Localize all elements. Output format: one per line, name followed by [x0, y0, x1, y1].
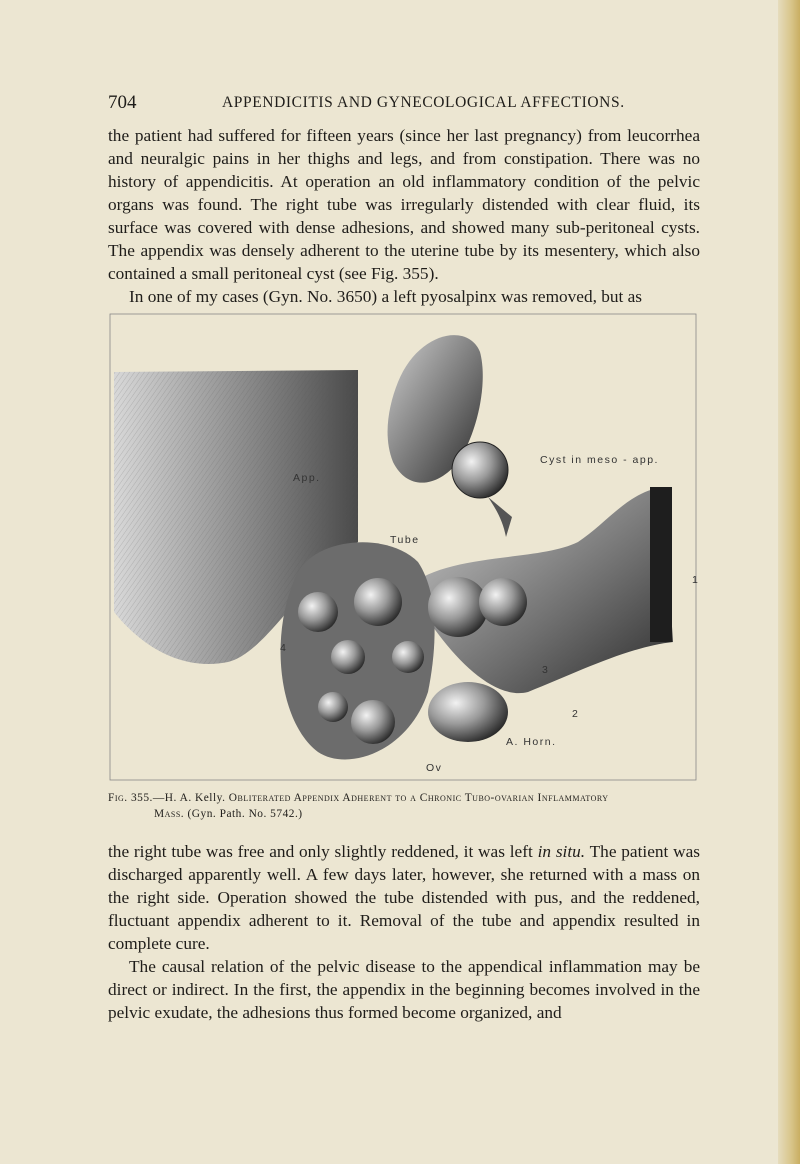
figure-355 — [108, 312, 700, 784]
cyst — [351, 700, 395, 744]
ovary — [428, 682, 508, 742]
label-number-4: 4 — [280, 642, 288, 654]
caption-author: —H. A. Kelly. — [152, 792, 226, 804]
label-horn: A. Horn. — [506, 736, 557, 748]
paragraph-2 — [108, 840, 700, 1024]
label-number-1: 1 — [692, 574, 700, 586]
caption-title-line-2: Mass. — [154, 808, 185, 820]
uterine-horn-section — [650, 487, 672, 642]
cyst — [479, 578, 527, 626]
cyst — [354, 578, 402, 626]
meso-appendix-cyst — [452, 442, 508, 498]
caption-source: (Gyn. Path. No. 5742.) — [187, 808, 303, 820]
label-appendix: App. — [293, 472, 321, 484]
cyst — [392, 641, 424, 673]
label-tube: Tube — [390, 534, 420, 546]
cyst — [428, 577, 488, 637]
paragraph-2-italic: in situ. — [537, 842, 586, 861]
page-edge — [778, 0, 800, 1164]
paragraph-2-part-1: the right tube was free and only slightly reddened, it was left — [108, 842, 538, 861]
label-cyst-in-meso-app: Cyst in meso - app. — [540, 454, 659, 466]
paragraph-2-part-2: The patient was discharged apparently well. A few days later, however, she returned with a mass on the right side. Operation showed the tube distended with pus, and the reddened, fluctuant appendix adherent to it. Removal of the tube and appendix resulted in complete cure. — [108, 842, 700, 953]
running-head: APPENDICITIS AND GYNECOLOGICAL AFFECTIONS. — [222, 94, 625, 111]
paragraph-3-text: The causal relation of the pelvic disease to the appendical inflammation may be direct or indirect. In the first, the appendix in the beginning becomes involved in the pelvic exudate, the adhesions thus formed become organized, and — [108, 957, 700, 1022]
caption-title-line-1: Obliterated Appendix Adherent to a Chronic Tubo-ovarian Inflammatory — [228, 792, 609, 804]
paragraph-1-text: the patient had suffered for fifteen years (since her last pregnancy) from leucorrhea and neuralgic pains in her thighs and legs, and from constipation. There was no history of appendicitis. At operation an old inflammatory condition of the pelvic organs was found. The right tube was irregularly distended with clear fluid, its surface was covered with dense adhesions, and showed many sub-peritoneal cysts. The appendix was densely adherent to the uterine tube by its mesentery, which also contained a small peritoneal cyst (see Fig. 355). — [108, 126, 700, 283]
label-number-2: 2 — [572, 708, 580, 720]
label-ovary: Ov — [426, 762, 443, 774]
paragraph-1-continuation: In one of my cases (Gyn. No. 3650) a left pyosalpinx was removed, but as — [129, 287, 643, 306]
paragraph-1 — [108, 124, 700, 308]
page-number: 704 — [108, 92, 137, 113]
label-number-3: 3 — [542, 664, 550, 676]
figure-caption — [108, 790, 700, 822]
cyst — [318, 692, 348, 722]
page-header — [108, 92, 698, 116]
anatomical-illustration — [108, 312, 700, 784]
paragraph-2-text — [108, 840, 700, 955]
cyst — [298, 592, 338, 632]
cyst — [331, 640, 365, 674]
caption-figure-number: Fig. 355. — [108, 792, 153, 804]
